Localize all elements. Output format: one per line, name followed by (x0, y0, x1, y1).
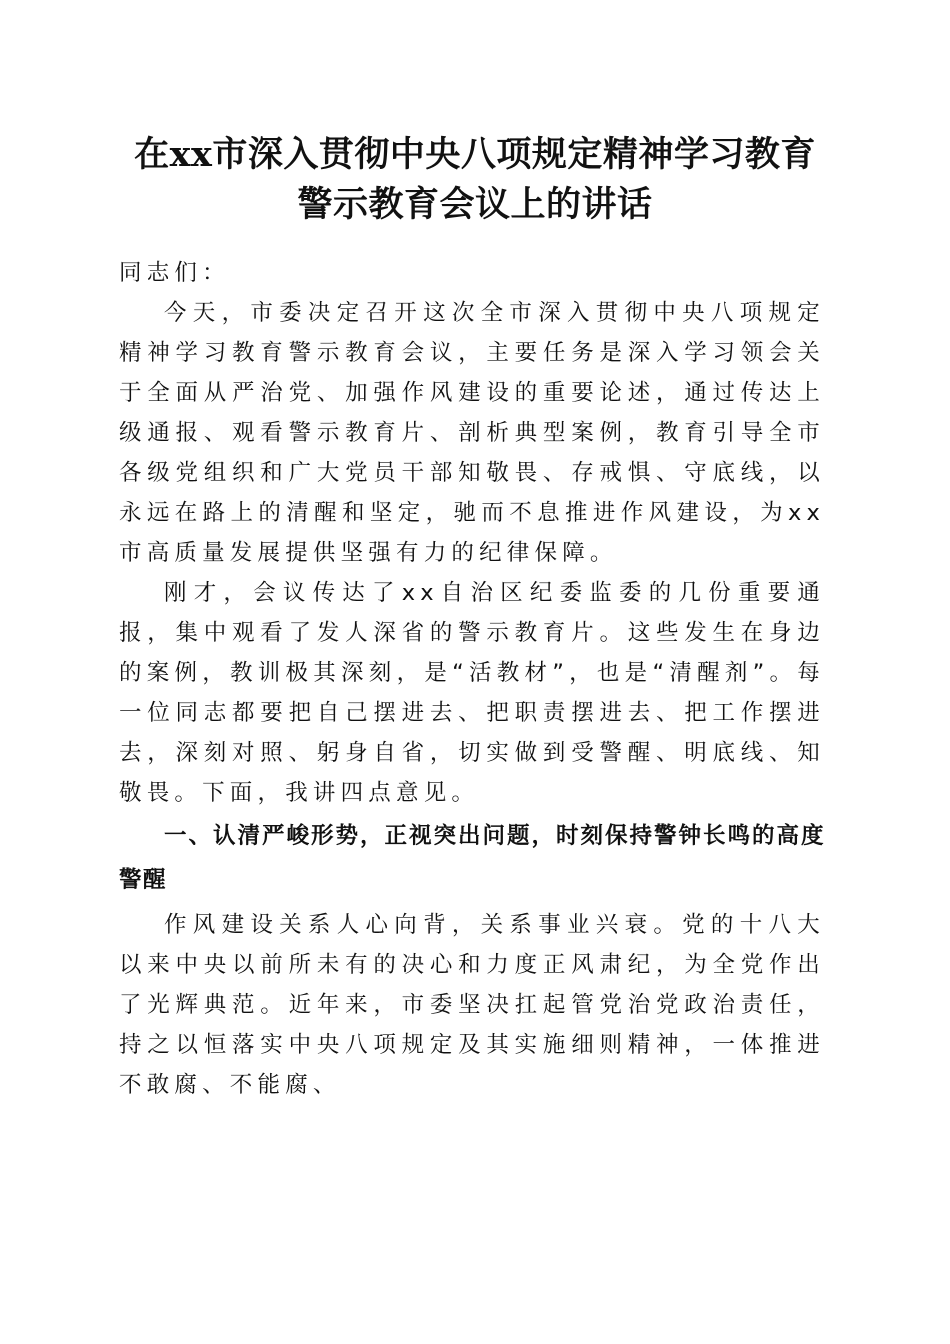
salutation: 同志们： (119, 260, 230, 286)
section-heading-1: 一、认清严峻形势，正视突出问题，时刻保持警钟长鸣的高度警醒 (119, 823, 825, 893)
title-line-1: 在xx市深入贯彻中央八项规定精神学习教育 (134, 134, 816, 175)
page-title (0, 130, 950, 230)
document-body (119, 253, 825, 1105)
paragraph-review: 刚才，会议传达了xx自治区纪委监委的几份重要通报，集中观看了发人深省的警示教育片。这些发生在身边的案例，教训极其深刻，是“活教材”，也是“清醒剂”。每一位同志都要把自己摆进去、把职责摆进去、把工作摆进去，深刻对照、躬身自省，切实做到受警醒、明底线、知敬畏。下面，我讲四点意见。 (119, 580, 825, 806)
section-1-paragraph: 作风建设关系人心向背，关系事业兴衰。党的十八大以来中央以前所未有的决心和力度正风肃纪，为全党作出了光辉典范。近年来，市委坚决扛起管党治党政治责任，持之以恒落实中央八项规定及其实施细则精神，一体推进不敢腐、不能腐、 (119, 912, 825, 1098)
title-line-2: 警示教育会议上的讲话 (297, 184, 653, 225)
paragraph-intro: 今天，市委决定召开这次全市深入贯彻中央八项规定精神学习教育警示教育会议，主要任务是深入学习领会关于全面从严治党、加强作风建设的重要论述，通过传达上级通报、观看警示教育片、剖析典型案例，教育引导全市各级党组织和广大党员干部知敬畏、存戒惧、守底线，以永远在路上的清醒和坚定，驰而不息推进作风建设，为xx市高质量发展提供坚强有力的纪律保障。 (119, 300, 825, 566)
